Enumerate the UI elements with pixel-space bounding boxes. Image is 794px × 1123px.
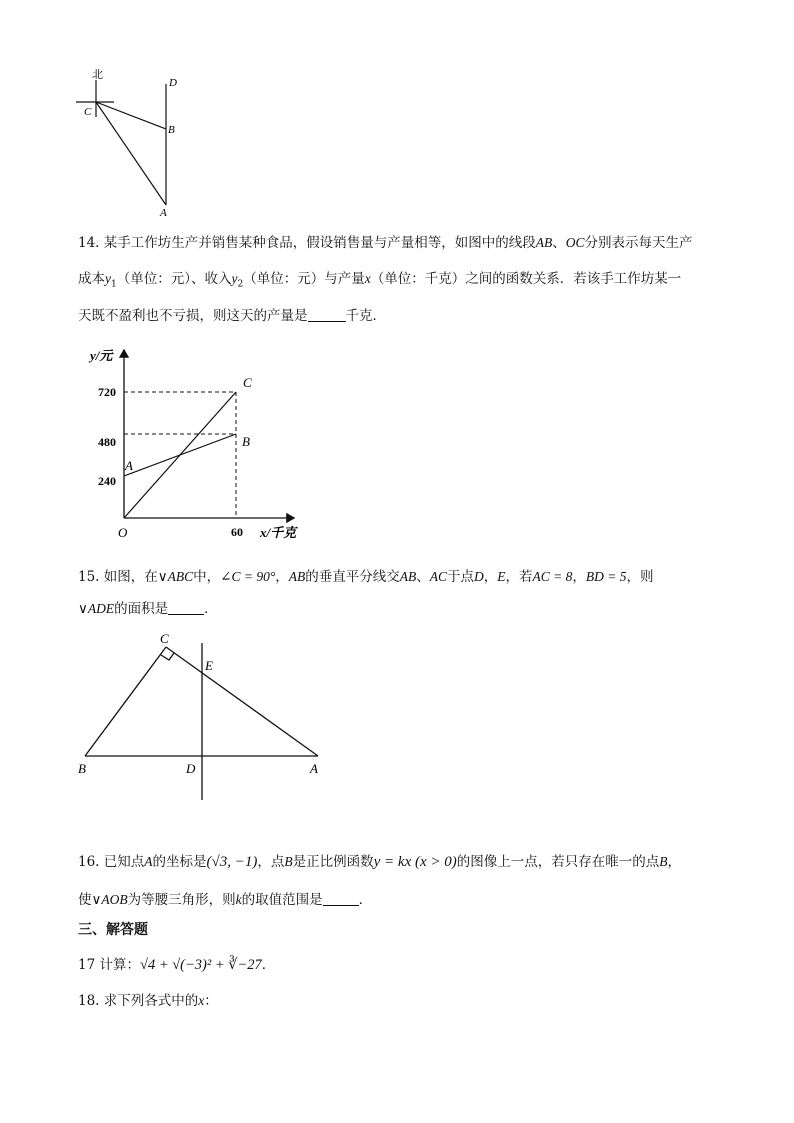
fig13-label-north: 北 bbox=[92, 68, 103, 81]
fig15-label-A: A bbox=[310, 761, 318, 776]
q16-number: 16. bbox=[78, 854, 100, 870]
chart-origin-label: O bbox=[118, 525, 128, 540]
q16-line-1: 16. 已知点A的坐标是(√3, −1)，点B是正比例函数y = kx (x > 0)的图像上一点，若只存在唯一的点B， bbox=[78, 854, 682, 870]
fig15-label-C: C bbox=[160, 631, 169, 646]
q15-answer-blank bbox=[168, 614, 204, 615]
fig15-side-BC bbox=[85, 647, 166, 756]
fig15-label-D: D bbox=[186, 761, 196, 776]
fig15-right-angle-mark bbox=[161, 653, 174, 660]
q15-line-1: 15. 如图，在∨ABC中，∠C = 90°，AB的垂直平分线交AB、AC于点D，E，若AC = 8，BD = 5，则 bbox=[78, 569, 654, 585]
fig15-side-CA bbox=[166, 647, 318, 756]
chart-point-label-A: A bbox=[125, 458, 133, 473]
q14-answer-blank bbox=[308, 321, 346, 322]
chart-tick-240: 240 bbox=[98, 474, 116, 488]
q15-line-2: ∨ADE的面积是 ． bbox=[78, 601, 218, 617]
q15-number: 15. bbox=[78, 569, 100, 585]
chart-y-axis-label: y/元 bbox=[90, 348, 113, 363]
chart-point-label-C: C bbox=[243, 375, 252, 390]
chart-tick-720: 720 bbox=[98, 385, 116, 399]
chart-x-axis-label: x/千克 bbox=[260, 525, 297, 540]
q14-number: 14. bbox=[78, 235, 100, 251]
fig15-label-B: B bbox=[78, 761, 86, 776]
q14-chart bbox=[80, 342, 320, 547]
figure-13-diagram bbox=[70, 62, 190, 222]
q17-expression: √4 + √(−3)² + ∛−27 bbox=[139, 957, 262, 973]
fig13-label-C: C bbox=[84, 106, 92, 118]
q14-line-1: 14. 某手工作坊生产并销售某种食品，假设销售量与产量相等，如图中的线段AB、OC分别表示每天生产 bbox=[78, 235, 693, 251]
q16-answer-blank bbox=[323, 905, 359, 906]
chart-tick-60: 60 bbox=[231, 525, 243, 539]
q18-line: 18. 求下列各式中的x： bbox=[78, 993, 218, 1009]
fig13-label-D: D bbox=[169, 77, 177, 89]
chart-point-label-B: B bbox=[242, 434, 250, 449]
fig13-label-A: A bbox=[160, 207, 167, 219]
section-title: 三、解答题 bbox=[78, 922, 148, 938]
chart-series-OC bbox=[124, 392, 236, 518]
chart-tick-480: 480 bbox=[98, 435, 116, 449]
q16-line-2: 使∨AOB为等腰三角形，则k的取值范围是 ． bbox=[78, 892, 373, 908]
q14-line-3: 天既不盈利也不亏损，则这天的产量是 千克． bbox=[78, 308, 386, 324]
fig13-line-CB bbox=[96, 102, 166, 129]
figure-15-triangle bbox=[70, 625, 340, 805]
q14-line-2: 成本$y_1$（单位：元）、收入$y_2$（单位：元）与产量x（单位：千克）之间的函数关系．若该手工作坊某一 bbox=[78, 271, 682, 290]
fig13-line-CA bbox=[96, 102, 166, 205]
fig15-label-E: E bbox=[205, 658, 213, 673]
q17-line: 17 计算：√4 + √(−3)² + ∛−27． bbox=[78, 957, 276, 973]
fig13-label-B: B bbox=[168, 124, 175, 136]
